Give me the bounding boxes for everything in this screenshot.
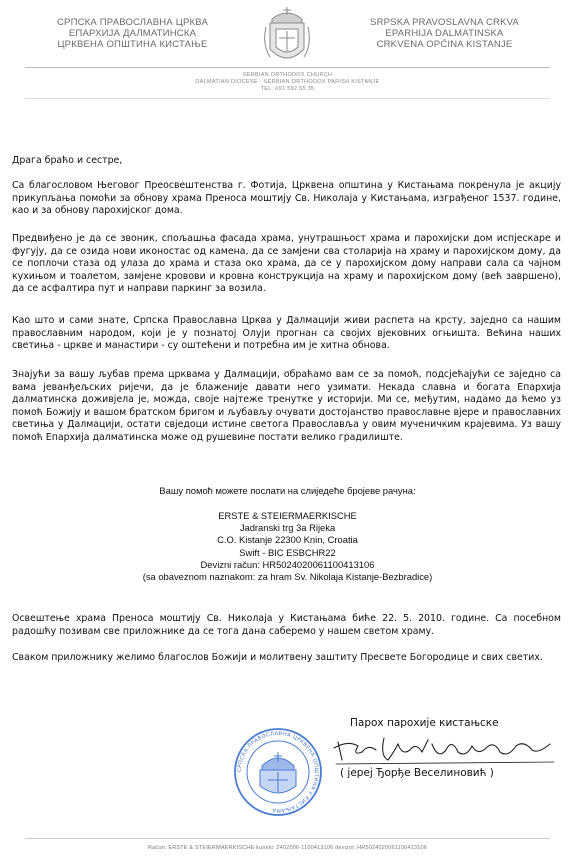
footer-text: Račun: ERSTE & STEIERMAERKISCHE kunski: 2402006-1100413106 devizni: HR5024020061100413106: [147, 845, 427, 851]
bank-address: Jadranski trg 3a Rijeka: [239, 522, 336, 534]
header-left-line-1: СРПСКА ПРАВОСЛАВНА ЦРКВА: [56, 17, 208, 28]
seal-text: СРПСКА ПРАВОСЛАВНА ЦРКВЕНА ОПШТИНА У КИСТАЊАМА: [236, 730, 320, 814]
accounts-intro: Вашу помоћ можете послати на слиједеће бројеве рачуна:: [159, 485, 416, 496]
address-line-2: DALMATIAN DIOCESE - SERBIAN ORTHODOX PARISH KISTANJE: [195, 79, 380, 85]
header-right-line-1: SRPSKA PRAVOSLAVNA CRKVA: [370, 17, 519, 28]
signature-title: Парох парохије кистањске: [350, 717, 499, 729]
handwritten-signature: [328, 730, 558, 770]
paragraph-1: Са благословом Његовог Преосвештенства г. Фотија, Црквена општина у Кистањама покренула је акцију прикупљања помоћи за обнову храма Преноса моштију Св. Николаја у Кистањама, изграђеног 1537. године, као и за обнову парохијског дома.: [12, 180, 561, 216]
paragraph-5: Освештење храма Преноса моштију Св. Николаја у Кистањама биће 22. 5. 2010. године. Са посебном радошћу позивам све приложнике да се тога дана саберемо у нашем светом храму.: [12, 613, 561, 637]
bank-note: (sa obaveznom naznakom: za hram Sv. Nikolaja Kistanje-Bezbradice): [142, 571, 433, 583]
bank-name: ERSTE & STEIERMAERKISCHE: [218, 510, 357, 521]
address-line-1: SERBIAN ORTHODOX CHURCH: [242, 72, 333, 78]
header-address: [0, 72, 575, 93]
paragraph-2: Предвиђено је да се звоник, спољашња фасада храма, унутрашњост храма и парохијски дом испјескаре и фугују, да се озида нови иконостас од камена, да се замјени сва столарија на храму и парохијском дому, да се поплочи стаза од улаза до храма и стаза око храма, да се у парохијском дому направи сала са чајном кухињом и тоалетом, замјене кровови и кровна конструкција на храму и парохијском дому (већ завршено), да се асфалтира пут и направи паркинг за возила.: [12, 233, 561, 294]
address-line-3: TEL: 091 592 55 35: [260, 86, 315, 92]
letter-greeting: Драга браћо и сестре,: [12, 155, 123, 166]
header-left-block: [35, 17, 230, 50]
bank-account: Devizni račun: HR5024020061100413106: [200, 558, 375, 570]
address-divider: [25, 98, 550, 99]
header-divider: [25, 67, 550, 68]
footer-divider: [25, 838, 550, 839]
paragraph-6: Сваком приложнику желимо благослов Божији и молитвену заштиту Пресвете Богородице и свих светих.: [12, 652, 543, 663]
header-right-line-3: CRKVENA OPĆINA KISTANJE: [376, 39, 513, 50]
paragraph-3: Као што и сами знате, Српска Православна Црква у Далмацији живи распета на крсту, заједно са нашим православним народом, који је у познатој Олуји прогнан са својих вјековних огњишта. Већина наших светиња - цркве и манастири - су оштећени и потребна им је хитна обнова.: [12, 315, 561, 351]
header-right-line-2: EPARHIJA DALMATINSKA: [385, 28, 504, 39]
bank-details: [0, 510, 575, 583]
church-seal-stamp: [232, 726, 324, 818]
header-right-block: [347, 17, 542, 50]
header-left-line-3: ЦРКВЕНА ОПШТИНА КИСТАЊЕ: [57, 39, 208, 50]
signature-name: ( јереј Ђорђе Веселиновић ): [340, 767, 494, 779]
church-crest-icon: [262, 5, 312, 69]
bank-branch: C.O. Kistanje 22300 Knin, Croatia: [217, 534, 358, 546]
header-left-line-2: ЕПАРХИЈА ДАЛМАТИНСКА: [68, 28, 197, 39]
bank-swift: Swift - BIC ESBCHR22: [239, 546, 336, 558]
paragraph-4: Знајући за вашу љубав према црквама у Далмацији, обраћамо вам се за помоћ, подсјећајући се заједно са вама јеванђељских ријечи, да је блаженије давати него узимати. Некада славна и богата Епархија далматинска доживјела је, можда, своје најтеже тренутке у историји. Ми се, међутим, надамо да ћемо уз помоћ Божију и вашом братском бригом и љубављу очувати достојанство православне вјере и православних светиња у Далмацији, остати свједоци истине светога Православља у овим мученичким крајевима. Уз вашу помоћ Епархија далматинска може од рушевине постати велико градилиште.: [12, 369, 561, 443]
